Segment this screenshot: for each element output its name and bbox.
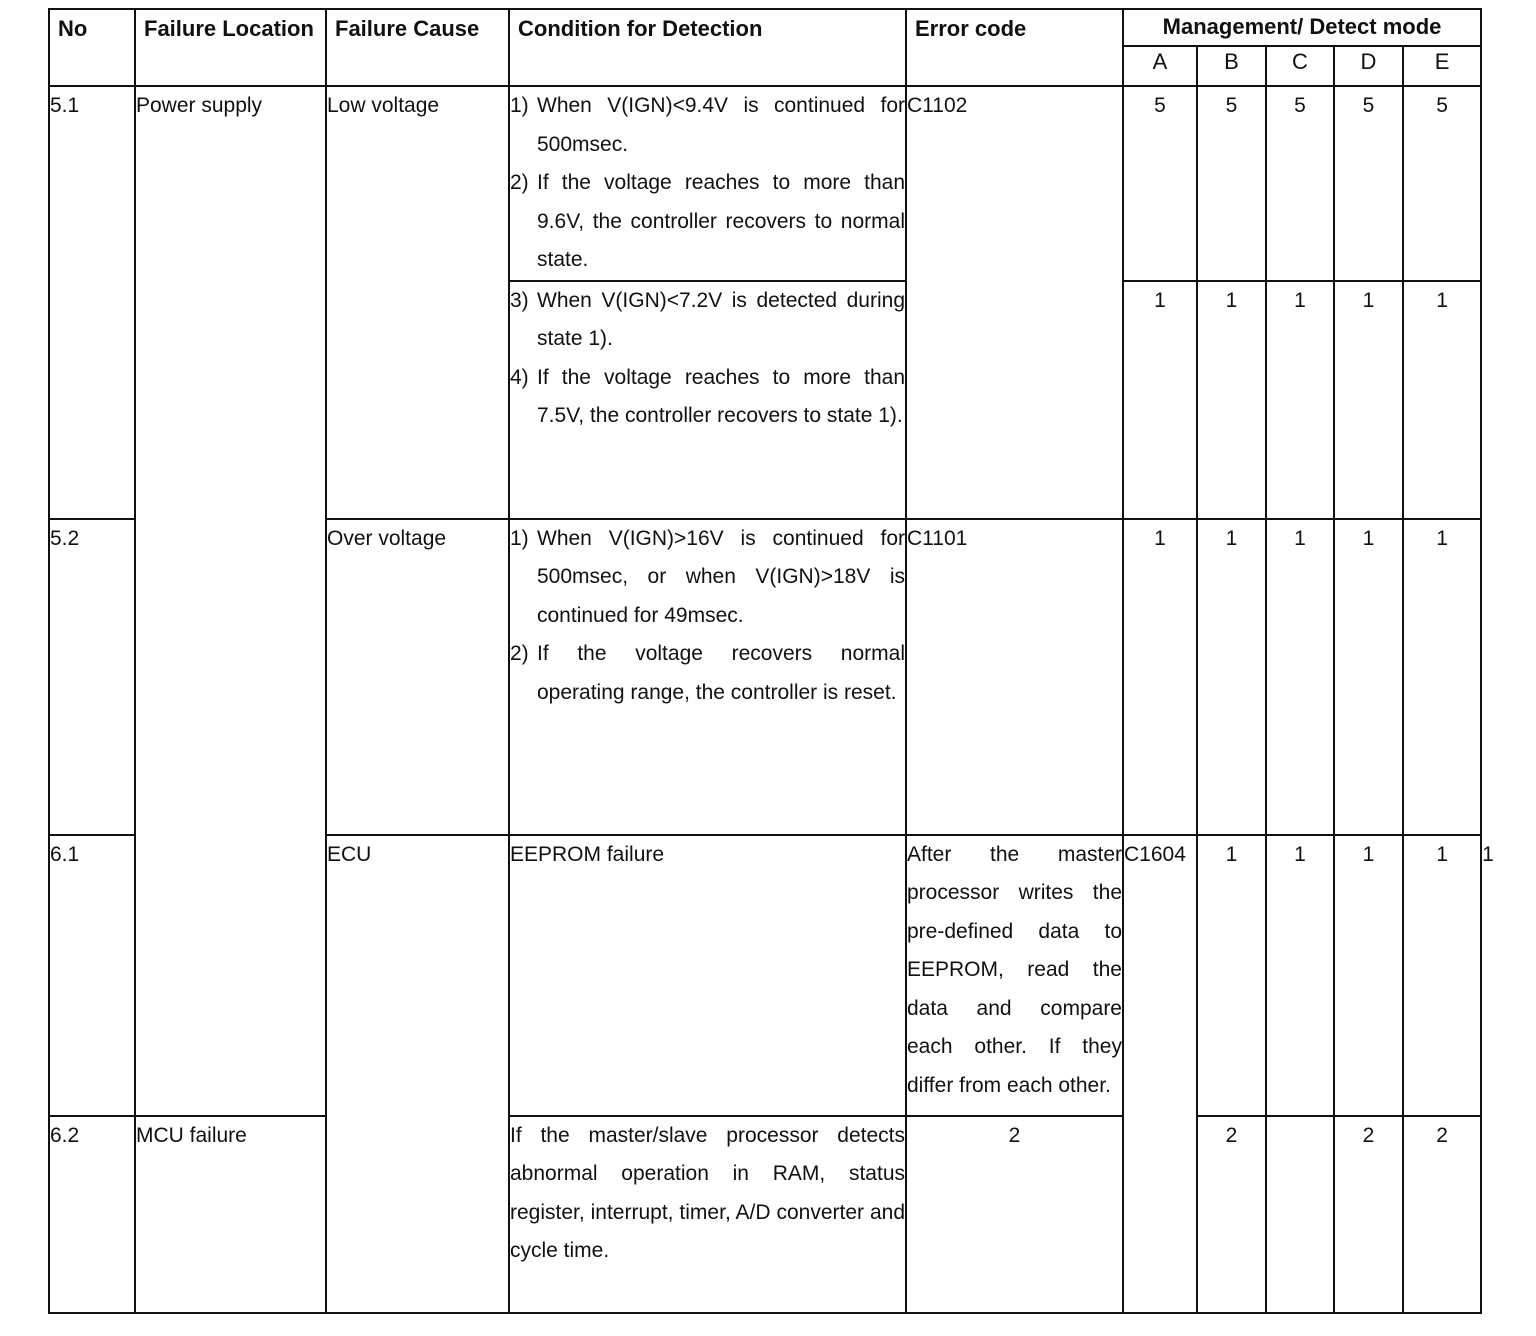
row-6-1-error-code: C1604 [1123, 835, 1197, 1313]
row-6-2-mode-c [1266, 1116, 1334, 1313]
header-management-detect-mode: Management/ Detect mode [1123, 9, 1481, 46]
row-6-2-mode-d: 2 [1334, 1116, 1403, 1313]
row-5-1b-mode-b: 1 [1197, 281, 1266, 519]
row-5-1b-mode-c: 1 [1266, 281, 1334, 519]
row-5-1b-mode-a: 1 [1123, 281, 1197, 519]
row-6-2-mode-e: 2 [1403, 1116, 1481, 1313]
row-5-1-error-code: C1102 [906, 86, 1123, 519]
row-6-1-mode-d: 1 [1403, 835, 1481, 1116]
condition-item: 4) If the voltage reaches to more than 7.5V, the controller recovers to state 1). [510, 365, 905, 427]
header-mode-b: B [1197, 46, 1266, 86]
row-6-1-cause: EEPROM failure [509, 835, 906, 1116]
row-5-2-mode-c: 1 [1266, 519, 1334, 835]
header-failure-location: Failure Location [135, 9, 326, 86]
header-condition: Condition for Detection [509, 9, 906, 86]
row-5-2-condition [509, 519, 906, 835]
row-5-2-error-code: C1101 [906, 519, 1123, 835]
row-5-1a-mode-a: 5 [1123, 86, 1197, 281]
row-5-2-mode-d: 1 [1334, 519, 1403, 835]
header-mode-e: E [1403, 46, 1481, 86]
row-5-1a-mode-c: 5 [1266, 86, 1334, 281]
row-5-1-condition-b [509, 281, 906, 519]
row-6-1-no: 6.1 [49, 835, 135, 1116]
header-mode-a: A [1123, 46, 1197, 86]
row-5-1a-mode-e: 5 [1403, 86, 1481, 281]
row-5-1-location: Power supply [135, 86, 326, 1116]
row-6-2-condition: If the master/slave processor detects abnormal operation in RAM, status register, interrupt, timer, A/D converter and cycle time. [509, 1116, 906, 1313]
row-6-2-no: 6.2 [49, 1116, 135, 1313]
row-5-1a-mode-b: 5 [1197, 86, 1266, 281]
row-5-2-cause: Over voltage [326, 519, 509, 835]
condition-item: 2) If the voltage reaches to more than 9.6V, the controller recovers to normal state. [510, 171, 905, 271]
header-no: No [49, 9, 135, 86]
row-6-2-mode-b: 2 [1197, 1116, 1266, 1313]
table-row: 6.1 ECU EEPROM failure After the master processor writes the pre-defined data to EEPROM, read the data and compare each other. If they differ from each other. C1604 1 1 1 1 1 [49, 835, 1481, 1116]
table-row [49, 1116, 1481, 1313]
condition-item: 3) When V(IGN)<7.2V is detected during state 1). [510, 288, 905, 350]
row-6-1-location: ECU [326, 835, 509, 1313]
header-mode-c: C [1266, 46, 1334, 86]
row-5-1-condition-a [509, 86, 906, 281]
condition-item: 2) If the voltage recovers normal operating range, the controller is reset. [510, 642, 905, 704]
row-6-1-mode-c: 1 [1334, 835, 1403, 1116]
condition-item: 1) When V(IGN)>16V is continued for 500msec, or when V(IGN)>18V is continued for 49msec. [510, 526, 905, 627]
row-5-1-cause: Low voltage [326, 86, 509, 519]
condition-item: 1) When V(IGN)<9.4V is continued for 500msec. [510, 94, 905, 156]
row-5-2-no: 5.2 [49, 519, 135, 835]
row-6-1-mode-b: 1 [1266, 835, 1334, 1116]
row-6-2-mode-a: 2 [906, 1116, 1123, 1313]
row-6-1-mode-a: 1 [1197, 835, 1266, 1116]
row-5-2-mode-b: 1 [1197, 519, 1266, 835]
header-error-code: Error code [906, 9, 1123, 86]
row-5-1a-mode-d: 5 [1334, 86, 1403, 281]
row-5-2-mode-e: 1 [1403, 519, 1481, 835]
row-6-2-cause: MCU failure [135, 1116, 326, 1313]
row-6-1-condition: After the master processor writes the pre-defined data to EEPROM, read the data and compare each other. If they differ from each other. [906, 835, 1123, 1116]
row-5-1b-mode-d: 1 [1334, 281, 1403, 519]
failure-detection-table [48, 8, 1494, 1314]
header-failure-cause: Failure Cause [326, 9, 509, 86]
table-row [49, 86, 1481, 281]
row-5-2-mode-a: 1 [1123, 519, 1197, 835]
header-mode-d: D [1334, 46, 1403, 86]
row-5-1-no: 5.1 [49, 86, 135, 519]
row-5-1b-mode-e: 1 [1403, 281, 1481, 519]
